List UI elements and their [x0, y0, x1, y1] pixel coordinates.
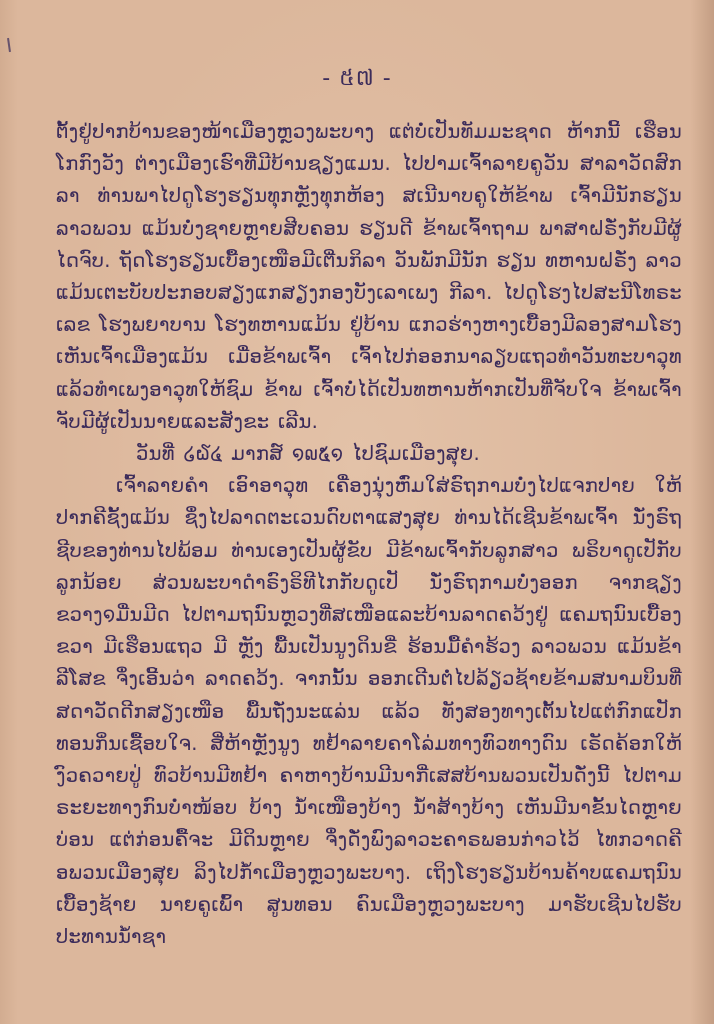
page-number: - ៥៧ - — [322, 66, 392, 91]
margin-pen-mark — [7, 38, 11, 52]
paragraph-1: ຕັ້ງຢູ່ປາກບ້ານຂອງໜ້າເມືອງຫຼວງພະບາງ ແຕ່ບໍ່ເປັນທັມມະຊາດ ຫ້າກນີ້ ເຮືອນໂກກົງວັງ ຕ່າງເມືອງເຮົາທີ່ມີບ້ານຊຽງແມນ. ໄປປາມເຈົ້າລາຍຄູວັນ ສາລາວັດສົກລາ ທ່ານພາໄປດູໂຮງຮຽນທຸກຫຼັງທຸກຫ້ອງ ສເນີນາບຄູໃຫ້ຂ້າພ ເຈົ້າມີນັກຮຽນລາວພວນ ແມ້ນບໍ່ງຊາຍຫຼາຍສີບຄອນ ຮຽນດີ ຂ້າພເຈົ້າຖາມ ພາສາຝຣັ່ງກັບມີຜູ້ໄດຈົບ. ຖັດໂຮງຮຽນເບື້ອງເໜືອມີເຕີ່ນກິລາ ວັນພັກມີນັກ ຮຽນ ທຫານຝຣັ່ງ ລາວ ແມ້ນເຕະບັບປະກອບສຽງແກສຽງກອງບັງເລາເພງ ກີລາ. ໄປດູໂຮງໄປສະນີໂທຣະເລຂ ໂຮງພຍາບານ ໂຮງທຫານແມ້ນ ຢູ່ບ້ານ ແກວຮ່າງຫາງເບື້ອງມີລອງສາມໂຮງ ເຫັນເຈົ້າເມືອງແມ້ນ ເມື່ອຂ້າພເຈົ້າ ເຈົ້າໄປກ່ອອກນາລຽບແຖວທຳວັນທະບາວຸທແລ້ວທຳເພງອາວຸທໃຫ້ຊົມ ຂ້າພ ເຈົ້າບໍ່ໄດ້ເປັນທຫານຫ້າກເປັນທີ່ຈັບໃຈ ຂ້າພເຈົ້າຈັບມີຜູ້ເປັນນາຍແລະສັງຂະ ເລີນ. — [56, 120, 682, 433]
document-body — [56, 116, 682, 953]
paragraph-3: ເຈົ້າລາຍຄຳ ເອົາອາວຸທ ເຄື່ອງນຸ່ງຫົ່ມໃສ່ຣົຖກາມບໍ່ງໄປແຈກປາຍ ໃຫ້ປາກຄີຊັ້ງແມ້ນ ຊຶ່ງໄປລາດຕະເວນດົບຕາແສງສຸຍ ທ່ານໄດ້ເຊີນຂ້າພເຈົ້າ ນັ່ງຣົຖຊີບຂອງທ່ານໄປພ້ອມ ທ່ານເອງເປັນຜູ້ຂັບ ມີຂ້າພເຈົ້າກັບລູກສາວ ພຣິບາດູເປັກັບລູກນ້ອຍ ສ່ວນພະບາດຳຣົງຣິທີໄກກັບດູເປັ ນັ່ງຣົຖກາມບໍ່ງອອກ ຈາກຊຽງຂວາງ໑ມື່ນມີດ ໄປຕາມຖນົນຫຼວງທີ່ສເໜືອແລະບ້ານລາດຄວ້ງຢູ່ ແຄມຖນົນເບື້ອງຂວາ ມີເຮືອນແຖວ ມີ ຫຼັງ ພື້ນເປັນນູງດິນຂີ່ ຮ້ອນມື້ຄຳຮ້ວງ ລາວພວນ ແມ້ນຂ້າລີໂສຂ ຈຶ່ງເອີ້ນວ່າ ລາດຄວ້ງ. ຈາກນັ້ນ ອອກເດີນຕໍ່ໄປລ້ຽວຊ້າຍຂ້າມສນາມບິນທີ່ສດາວັດດີກສຽງເໜືອ ພື້ນຖັ່ງນະແລ່ນ ແລ້ວ ທັງສອງທາງເຕັ້ນໄປແຕ່ກົກແປັກທອນກິ່ນເຊື້ອບໃຈ. ສີ່ຫ້າຫຼັງນູງ ທຢ້າລາຍຄາໂລ່ມທາງທົວທາງດົນ ເຣັດຄ້ອກໃຫ້ງົວຄວາຍປູ່ ທົວບ້ານມີທຢ້າ ຄາຫາງບ້ານມີນາກີ່ເສສບ້ານພວນເປັນດັ່ງນີ້ ໄປຕາມຣະຍະທາງກົນບໍ່າໜ້ອບ ບ້າງ ນ້ຳເໜືອງບ້າງ ນ້ຳສ້າງບ້າງ ເຫັນມີນາຂັ້ນໄດຫຼາຍບ່ອນ ແຕ່ກ່ອນຄື້ຈະ ມີດິນຫຼາຍ ຈຶ່ງດັ່ງພົງລາວະຄາຣພອນກ່າວໄວ້ ໄທກວາດຄີອພວນເມືອງສຸຍ ລິງໄປກ້ຳເມືອງຫຼວງພະບາງ. ເຖິງໂຮງຮຽນບ້ານຄ້າບແຄມຖນົນເບື້ອງຊ້າຍ ນາຍຄູເພົ້າ ສູນທອນ ຄົນເມືອງຫຼວງພະບາງ ມາຮັບເຊີນໄປຮັບປະທານນ້ຳຊາ — [56, 474, 682, 949]
date-heading-paragraph: ວັນທີ່ ໒໖໔ ມາກສ໌ ໑໙໕໑ ໄປຊົມເມືອງສຸຍ. — [136, 442, 481, 466]
